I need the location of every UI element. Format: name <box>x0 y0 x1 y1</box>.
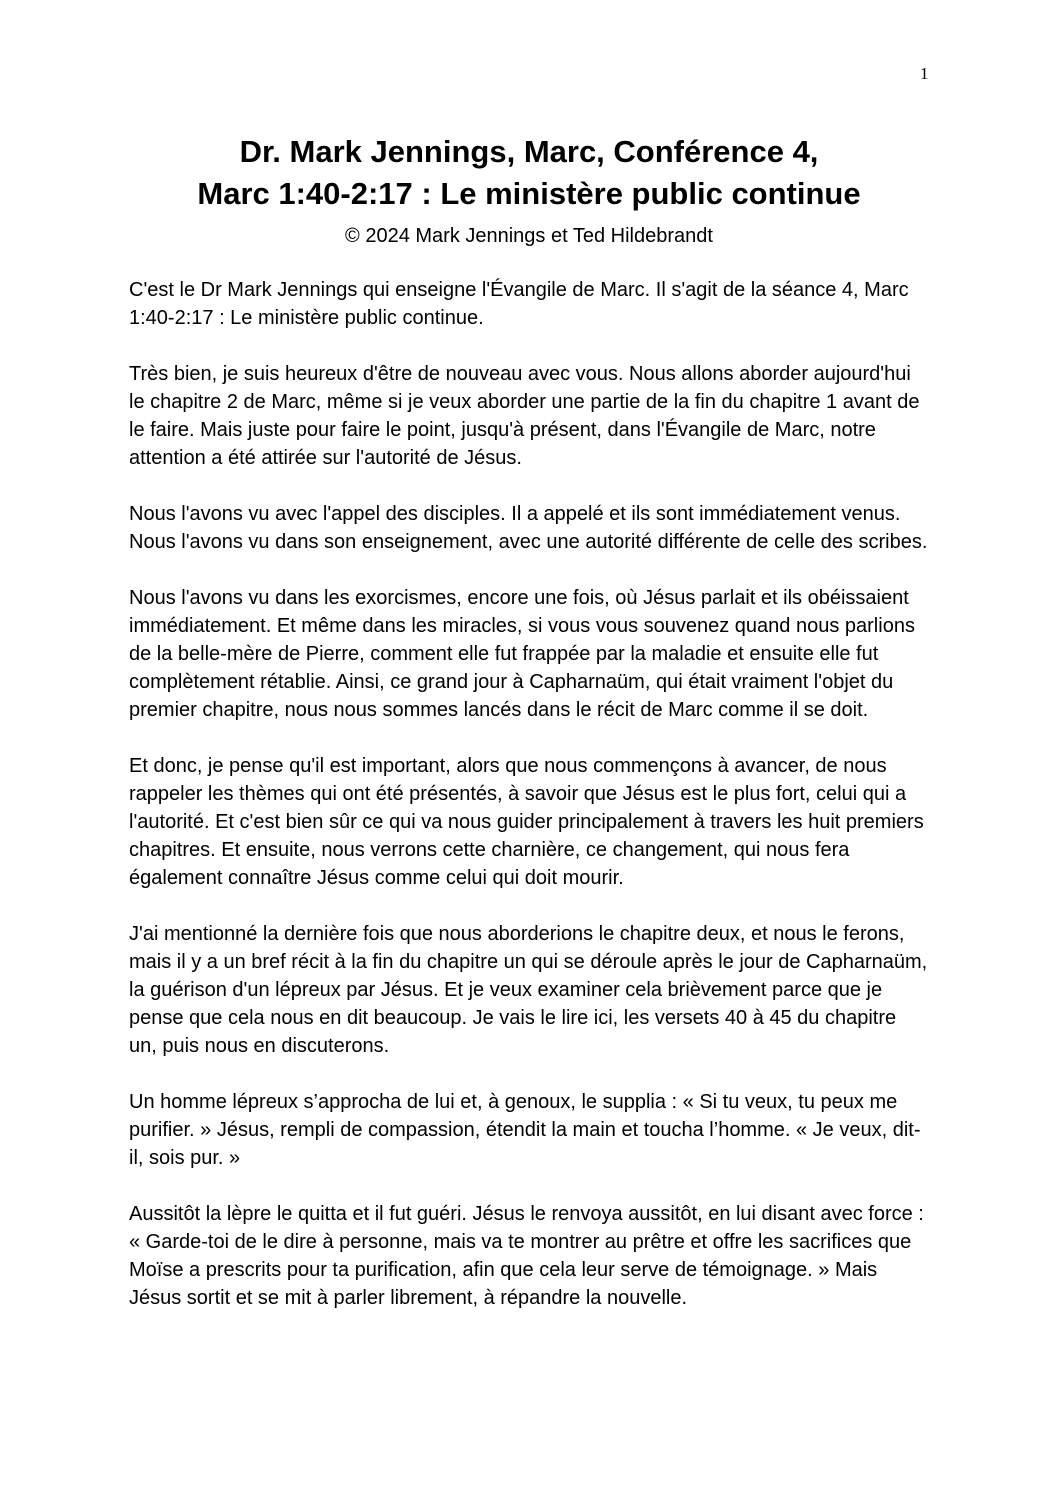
scripture-quote: Un homme lépreux s’approcha de lui et, à genoux, le supplia : « Si tu veux, tu peux me purifier. » Jésus, rempli de compassion, étendit la main et toucha l’homme. « Je veux, dit-il, sois pur. » <box>129 1091 921 1169</box>
paragraph: Nous l'avons vu avec l'appel des disciples. Il a appelé et ils sont immédiatement venus. Nous l'avons vu dans son enseignement, avec une autorité différente de celle des scribes. <box>129 503 928 553</box>
page-number: 1 <box>920 64 929 83</box>
document-title <box>0 131 1058 215</box>
document-body <box>129 276 929 1340</box>
title-line-1: Dr. Mark Jennings, Marc, Conférence 4, <box>239 134 819 169</box>
scripture-quote: Aussitôt la lèpre le quitta et il fut guéri. Jésus le renvoya aussitôt, en lui disant avec force : « Garde-toi de le dire à personne, mais va te montrer au prêtre et offre les sacrifices que Moïse a prescrits pour ta purification, afin que cela leur serve de témoignage. » Mais Jésus sortit et se mit à parler librement, à répandre la nouvelle. <box>129 1203 924 1309</box>
paragraph: Et donc, je pense qu'il est important, alors que nous commençons à avancer, de nous rappeler les thèmes qui ont été présentés, à savoir que Jésus est le plus fort, celui qui a l'autorité. Et c'est bien sûr ce qui va nous guider principalement à travers les huit premiers chapitres. Et ensuite, nous verrons cette charnière, ce changement, qui nous fera également connaître Jésus comme celui qui doit mourir. <box>129 755 924 889</box>
copyright-notice: © 2024 Mark Jennings et Ted Hildebrandt <box>345 225 713 247</box>
paragraph: Très bien, je suis heureux d'être de nouveau avec vous. Nous allons aborder aujourd'hui le chapitre 2 de Marc, même si je veux aborder une partie de la fin du chapitre 1 avant de le faire. Mais juste pour faire le point, jusqu'à présent, dans l'Évangile de Marc, notre attention a été attirée sur l'autorité de Jésus. <box>129 363 920 469</box>
paragraph: Nous l'avons vu dans les exorcismes, encore une fois, où Jésus parlait et ils obéissaient immédiatement. Et même dans les miracles, si vous vous souvenez quand nous parlions de la belle-mère de Pierre, comment elle fut frappée par la maladie et ensuite elle fut complètement rétablie. Ainsi, ce grand jour à Capharnaüm, qui était vraiment l'objet du premier chapitre, nous nous sommes lancés dans le récit de Marc comme il se doit. <box>129 587 915 721</box>
paragraph: J'ai mentionné la dernière fois que nous aborderions le chapitre deux, et nous le ferons, mais il y a un bref récit à la fin du chapitre un qui se déroule après le jour de Capharnaüm, la guérison d'un lépreux par Jésus. Et je veux examiner cela brièvement parce que je pense que cela nous en dit beaucoup. Je vais le lire ici, les versets 40 à 45 du chapitre un, puis nous en discuterons. <box>129 923 928 1057</box>
title-line-2: Marc 1:40-2:17 : Le ministère public continue <box>197 176 861 211</box>
paragraph: C'est le Dr Mark Jennings qui enseigne l'Évangile de Marc. Il s'agit de la séance 4, Marc 1:40-2:17 : Le ministère public continue. <box>129 279 909 329</box>
